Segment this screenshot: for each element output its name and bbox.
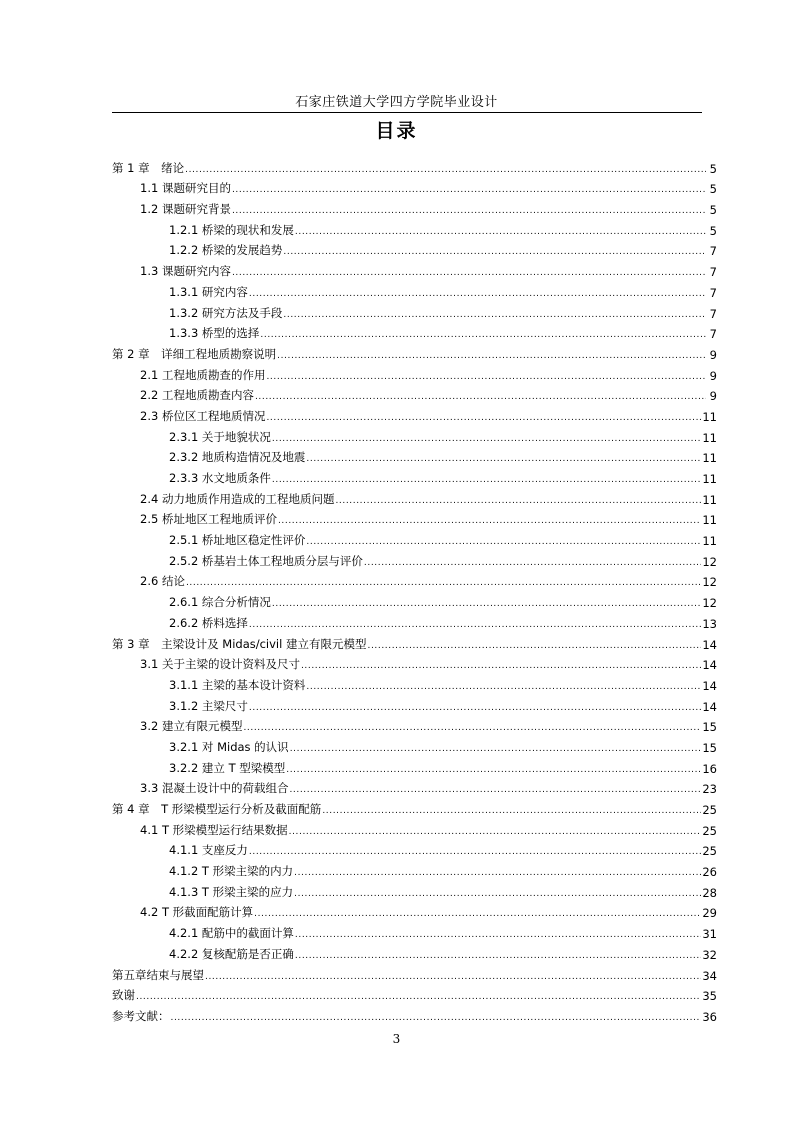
toc-dot-leader (283, 309, 706, 321)
toc-entry-label: 2.5.2 桥基岩土体工程地质分层与评价 (169, 553, 363, 568)
toc-dot-leader (290, 743, 702, 755)
toc-dot-leader (289, 784, 701, 796)
toc-entry-page: 35 (702, 989, 717, 1004)
toc-entry-page: 12 (702, 554, 717, 569)
toc-dot-leader (185, 164, 706, 176)
toc-entry[interactable] (112, 155, 717, 176)
toc-entry-page: 11 (702, 472, 717, 486)
toc-entry-label: 2.3.3 水文地质条件 (169, 471, 271, 485)
toc-dot-leader (286, 764, 701, 776)
toc-entry[interactable] (112, 734, 717, 755)
toc-entry-label: 致谢 (112, 988, 135, 1003)
toc-entry-label: 2.1 工程地质勘查的作用 (140, 367, 266, 382)
toc-dot-leader (232, 267, 706, 279)
toc-entry-page: 23 (702, 782, 717, 797)
toc-entry[interactable] (112, 300, 717, 321)
toc-entry[interactable] (112, 652, 717, 673)
toc-entry-label: 3.1 关于主梁的设计资料及尺寸 (140, 657, 300, 672)
toc-entry-page: 5 (709, 182, 717, 197)
toc-entry-page: 12 (702, 575, 717, 590)
toc-entry[interactable] (112, 321, 717, 342)
toc-entry[interactable] (112, 817, 717, 838)
toc-dot-leader (335, 495, 701, 507)
toc-entry-label: 1.2.2 桥梁的发展趋势 (169, 243, 283, 258)
toc-entry-page: 25 (702, 823, 717, 838)
toc-entry-label: 3.3 混凝土设计中的荷载组合 (140, 781, 289, 796)
toc-entry-page: 13 (702, 616, 717, 631)
toc-entry[interactable] (112, 714, 717, 735)
toc-entry[interactable] (112, 941, 717, 962)
toc-entry-page: 7 (709, 306, 717, 321)
toc-entry-page: 34 (702, 968, 717, 983)
toc-entry-label: 4.2.1 配筋中的截面计算 (169, 926, 294, 941)
toc-entry-page: 11 (702, 513, 717, 528)
toc-entry-page: 25 (702, 803, 717, 817)
toc-entry[interactable] (112, 900, 717, 921)
toc-entry-page: 15 (702, 740, 717, 755)
toc-dot-leader (136, 991, 701, 1003)
toc-entry-label: 参考文献： (112, 1008, 170, 1023)
toc-dot-leader (367, 640, 701, 652)
toc-entry-page: 9 (709, 347, 717, 362)
toc-entry-label: 4.2 T 形截面配筋计算 (140, 905, 254, 920)
toc-dot-leader (272, 433, 701, 445)
toc-dot-leader (295, 929, 701, 941)
toc-entry-page: 7 (709, 285, 717, 300)
toc-entry[interactable] (112, 796, 717, 817)
toc-entry-label: 2.5 桥址地区工程地质评价 (140, 512, 277, 527)
toc-entry-page: 7 (709, 244, 717, 259)
toc-entry[interactable] (112, 217, 717, 238)
toc-dot-leader (249, 619, 701, 631)
toc-entry-page: 11 (702, 492, 717, 507)
toc-entry-page: 11 (702, 451, 717, 466)
toc-entry[interactable] (112, 569, 717, 590)
toc-entry-page: 11 (702, 430, 717, 445)
toc-entry[interactable] (112, 445, 717, 466)
toc-entry-label: 2.6.2 桥料选择 (169, 615, 248, 630)
toc-entry-page: 15 (702, 720, 717, 735)
toc-entry[interactable] (112, 548, 717, 569)
toc-entry-page: 5 (709, 203, 717, 218)
header-divider (112, 112, 702, 113)
toc-entry-page: 5 (709, 223, 717, 238)
toc-entry-page: 7 (709, 327, 717, 342)
toc-entry-label: 1.3.1 研究内容 (169, 284, 248, 299)
toc-entry-page: 11 (702, 409, 717, 424)
toc-entry[interactable] (112, 776, 717, 797)
toc-entry-page: 14 (702, 658, 717, 673)
toc-entry[interactable] (112, 631, 717, 652)
toc-dot-leader (306, 453, 701, 465)
toc-entry-page: 25 (702, 844, 717, 859)
toc-entry[interactable] (112, 424, 717, 445)
toc-entry-label: 4.1.2 T 形梁主梁的内力 (169, 864, 294, 879)
toc-dot-leader (278, 515, 701, 527)
toc-entry-page: 12 (702, 596, 717, 611)
toc-entry[interactable] (112, 879, 717, 900)
toc-entry[interactable] (112, 693, 717, 714)
toc-dot-leader (295, 226, 706, 238)
toc-dot-leader (243, 722, 701, 734)
toc-entry-page: 14 (702, 699, 717, 714)
toc-entry[interactable] (112, 1003, 717, 1024)
toc-entry-page: 32 (702, 947, 717, 962)
toc-entry-page: 7 (709, 265, 717, 280)
toc-entry[interactable] (112, 279, 717, 300)
toc-entry-page: 29 (702, 906, 717, 921)
toc-dot-leader (171, 1012, 702, 1024)
toc-entry-label: 4.1.3 T 形梁主梁的应力 (169, 884, 294, 899)
toc-dot-leader (306, 536, 701, 548)
toc-entry-label: 1.3 课题研究内容 (140, 264, 231, 279)
toc-entry-label: 1.3.3 桥型的选择 (169, 326, 260, 341)
toc-entry[interactable] (112, 176, 717, 197)
toc-entry[interactable] (112, 362, 717, 383)
page-header: 石家庄铁道大学四方学院毕业设计 (295, 95, 498, 110)
toc-entry-page: 9 (709, 368, 717, 383)
toc-entry-page: 16 (702, 761, 717, 776)
toc-entry-label: 1.3.2 研究方法及手段 (169, 305, 283, 320)
page-number: 3 (392, 1032, 401, 1046)
toc-dot-leader (249, 846, 701, 858)
toc-entry[interactable] (112, 238, 717, 259)
toc-entry-page: 31 (702, 927, 717, 942)
toc-entry-page: 14 (702, 678, 717, 693)
toc-entry-label: 2.6.1 综合分析情况 (169, 595, 271, 610)
toc-entry-label: 第 3 章 主梁设计及 Midas/civil 建立有限元模型 (112, 636, 367, 651)
toc-entry-label: 第 4 章 T 形梁模型运行分析及截面配筋 (112, 802, 322, 816)
toc-dot-leader (295, 950, 701, 962)
toc-dot-leader (272, 474, 701, 486)
toc-dot-leader (289, 826, 702, 838)
toc-entry[interactable] (112, 858, 717, 879)
toc-entry[interactable] (112, 341, 717, 362)
toc-dot-leader (249, 702, 701, 714)
toc-entry-label: 2.2 工程地质勘查内容 (140, 388, 254, 403)
toc-entry-page: 14 (702, 637, 717, 652)
toc-entry-page: 11 (702, 534, 717, 549)
toc-dot-leader (306, 681, 701, 693)
toc-entry-label: 3.2.1 对 Midas 的认识 (169, 739, 289, 754)
toc-entry-label: 4.1 T 形梁模型运行结果数据 (140, 822, 288, 837)
toc-dot-leader (255, 391, 706, 403)
toc-entry-label: 1.2 课题研究背景 (140, 202, 231, 217)
toc-entry-label: 4.2.2 复核配筋是否正确 (169, 946, 294, 961)
toc-entry-label: 第 1 章 绪论 (112, 160, 185, 175)
toc-entry-label: 2.3.2 地质构造情况及地震 (169, 450, 306, 465)
toc-dot-leader (254, 908, 701, 920)
toc-entry[interactable] (112, 838, 717, 859)
toc-entry-label: 3.1.2 主梁尺寸 (169, 698, 248, 713)
toc-entry-label: 第 2 章 详细工程地质勘察说明 (112, 346, 277, 361)
toc-entry[interactable] (112, 465, 717, 486)
toc-entry-page: 26 (702, 865, 717, 880)
toc-entry[interactable] (112, 755, 717, 776)
toc-title: 目录 (375, 120, 418, 142)
toc-entry-label: 4.1.1 支座反力 (169, 843, 248, 858)
toc-dot-leader (301, 660, 701, 672)
toc-entry[interactable] (112, 527, 717, 548)
toc-entry[interactable] (112, 507, 717, 528)
toc-entry-page: 36 (702, 1009, 717, 1024)
toc-entry-page: 9 (709, 389, 717, 404)
toc-entry-label: 2.3.1 关于地貌状况 (169, 429, 271, 444)
toc-entry[interactable] (112, 983, 717, 1004)
toc-entry-label: 3.2 建立有限元模型 (140, 719, 243, 734)
toc-entry-label: 2.6 结论 (140, 574, 185, 589)
table-of-contents (112, 155, 717, 1024)
toc-entry-label: 2.5.1 桥址地区稳定性评价 (169, 533, 306, 548)
toc-entry-label: 2.3 桥位区工程地质情况 (140, 408, 266, 423)
toc-dot-leader (260, 329, 706, 341)
toc-dot-leader (205, 971, 701, 983)
toc-entry-label: 1.1 课题研究目的 (140, 181, 231, 196)
toc-entry-page: 5 (709, 161, 717, 176)
toc-dot-leader (294, 888, 701, 900)
toc-dot-leader (186, 577, 701, 589)
toc-dot-leader (364, 557, 701, 569)
toc-entry[interactable] (112, 962, 717, 983)
toc-dot-leader (277, 350, 706, 362)
toc-dot-leader (266, 371, 706, 383)
toc-entry[interactable] (112, 383, 717, 404)
toc-dot-leader (322, 805, 701, 817)
toc-entry[interactable] (112, 610, 717, 631)
toc-entry[interactable] (112, 486, 717, 507)
toc-dot-leader (294, 867, 701, 879)
toc-entry[interactable] (112, 196, 717, 217)
toc-entry[interactable] (112, 403, 717, 424)
toc-dot-leader (266, 412, 701, 424)
toc-entry[interactable] (112, 672, 717, 693)
toc-entry-label: 2.4 动力地质作用造成的工程地质问题 (140, 491, 335, 506)
toc-entry-label: 3.1.1 主梁的基本设计资料 (169, 677, 306, 692)
toc-entry[interactable] (112, 589, 717, 610)
toc-dot-leader (283, 246, 706, 258)
toc-entry-label: 3.2.2 建立 T 型梁模型 (169, 760, 286, 775)
toc-entry-page: 28 (702, 885, 717, 900)
toc-entry-label: 第五章结束与展望 (112, 967, 204, 982)
toc-entry[interactable] (112, 258, 717, 279)
toc-dot-leader (232, 205, 706, 217)
toc-entry-label: 1.2.1 桥梁的现状和发展 (169, 222, 294, 237)
toc-dot-leader (232, 184, 706, 196)
toc-entry[interactable] (112, 920, 717, 941)
toc-dot-leader (249, 288, 706, 300)
toc-dot-leader (272, 598, 701, 610)
